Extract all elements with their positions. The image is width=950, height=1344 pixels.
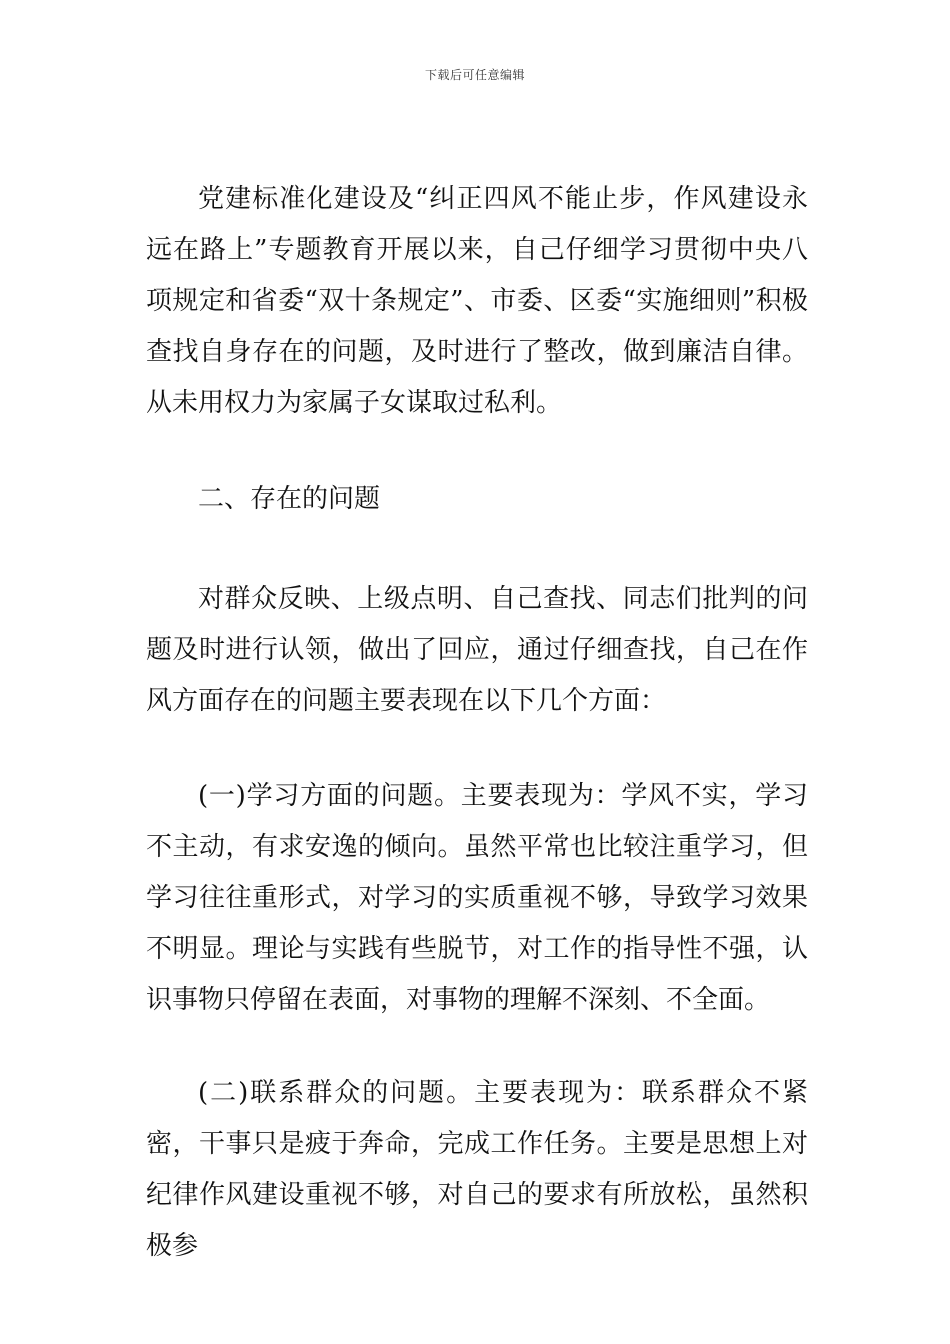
section-heading-problems: 二、存在的问题 xyxy=(198,484,381,514)
paragraph-problems-overview: 对群众反映、上级点明、自己查找、同志们批判的问题及时进行认领，做出了回应，通过仔细查找，自己在作风方面存在的问题主要表现在以下几个方面： xyxy=(146,584,808,716)
page-header: 下载后可任意编辑 xyxy=(424,68,525,82)
paragraph-study-issues: (一)学习方面的问题。主要表现为：学风不实，学习不主动，有求安逸的倾向。虽然平常也比较注重学习，但学习往往重形式，对学习的实质重视不够，导致学习效果不明显。理论与实践有些脱节，对工作的指导性不强，认识事物只停留在表面，对事物的理解不深刻、不全面。 xyxy=(146,781,808,1015)
paragraph-mass-contact-issues: (二)联系群众的问题。主要表现为：联系群众不紧密，干事只是疲于奔命，完成工作任务。主要是思想上对纪律作风建设重视不够，对自己的要求有所放松，虽然积极参 xyxy=(146,1078,808,1261)
paragraph-intro: 党建标准化建设及“纠正四风不能止步，作风建设永远在路上”专题教育开展以来，自己仔细学习贯彻中央八项规定和省委“双十条规定”、市委、区委“实施细则”积极查找自身存在的问题，及时进行了整改，做到廉洁自律。从未用权力为家属子女谋取过私利。 xyxy=(146,184,808,418)
